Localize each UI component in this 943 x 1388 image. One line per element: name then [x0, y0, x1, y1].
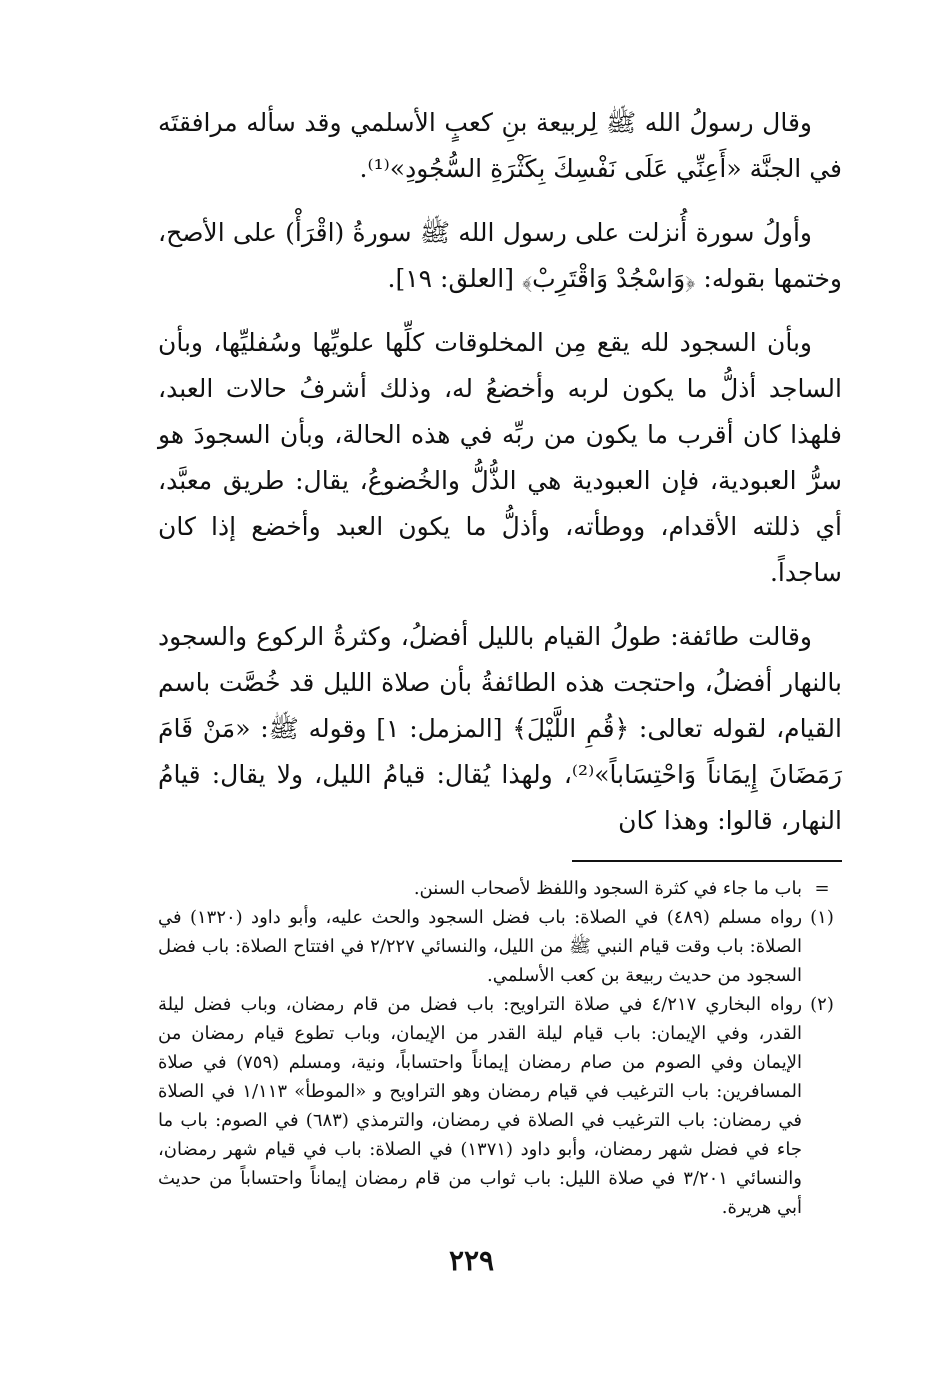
footnote-separator — [572, 860, 842, 862]
footnote-text: رواه مسلم (٤٨٩) في الصلاة: باب فضل السجود والحث عليه، وأبو داود (١٣٢٠) في الصلاة: باب وقت قيام النبي ﷺ من الليل، والنسائي ٢/٢٢٧ في افتتاح الصلاة: باب فضل السجود من حديث ربيعة بن كعب الأسلمي. — [158, 907, 803, 986]
body-paragraph-2: وأولُ سورة أُنزلت على رسول الله ﷺ سورةُ (اقْرَأْ) على الأصح، وختمها بقوله: ﴿وَاسْجُدْ وَاقْتَرِبْ﴾ [العلق: ١٩]. — [158, 218, 842, 293]
body-paragraph-1: وقال رسولُ الله ﷺ لِربيعة بنِ كعبٍ الأسلمي وقد سأله مرافقتَه في الجنَّة «أَعِنِّي عَلَى نَفْسِكَ بِكَثْرَةِ السُّجُودِ»⁽¹⁾. — [158, 108, 842, 183]
footnote-continuation — [158, 874, 842, 903]
footnote-marker: (١) — [810, 907, 834, 928]
footnote-marker: (٢) — [810, 994, 834, 1015]
footnote-marker: = — [814, 878, 830, 899]
page-number: ٢٢٩ — [448, 1244, 495, 1277]
book-page — [158, 100, 842, 1222]
body-paragraph-3: وبأن السجود لله يقع مِن المخلوقات كلِّها علويِّها وسُفليِّها، وبأن الساجد أذلُّ ما يكون لربه وأخضعُ له، وذلك أشرفُ حالات العبد، فلهذا كان أقرب ما يكون من ربِّه في هذه الحالة، وبأن السجودَ هو سرُّ العبودية، فإن العبودية هي الذُّلُّ والخُضوعُ، يقال: طريق معبَّد، أي ذللته الأقدام، ووطأته، وأذلُّ ما يكون العبد وأخضع إذا كان ساجداً. — [158, 328, 842, 587]
body-paragraph-4: وقالت طائفة: طولُ القيام بالليل أفضلُ، وكثرةُ الركوع والسجود بالنهار أفضلُ، واحتجت هذه الطائفةُ بأن صلاة الليل قد خُصَّت باسم القيام، لقوله تعالى: ﴿قُمِ اللَّيْلَ﴾ [المزمل: ١] وقوله ﷺ: «مَنْ قَامَ رَمَضَانَ إِيمَاناً وَاحْتِسَاباً»⁽²⁾، ولهذا يُقال: قيامُ الليل، ولا يقال: قيامُ النهار، قالوا: وهذا كان — [158, 622, 842, 835]
footnote-2 — [158, 990, 842, 1222]
footnote-1 — [158, 903, 842, 990]
footnote-text: رواه البخاري ٤/٢١٧ في صلاة التراويح: باب فضل من قام رمضان، وباب فضل ليلة القدر، وفي الإيمان: باب قيام ليلة القدر من الإيمان، وباب تطوع قيام رمضان من الإيمان وفي الصوم من صام رمضان إيماناً واحتساباً، ونية، ومسلم (٧٥٩) في صلاة المسافرين: باب الترغيب في قيام رمضان وهو التراويح و «الموطأ» ١/١١٣ في الصلاة في رمضان: باب الترغيب في الصلاة في رمضان، والترمذي (٦٨٣) في الصوم: باب ما جاء في فضل شهر رمضان، وأبو داود (١٣٧١) في الصلاة: باب في قيام شهر رمضان، والنسائي ٣/٢٠١ في صلاة الليل: باب ثواب من قام رمضان إيماناً واحتساباً من حديث أبي هريرة. — [158, 994, 803, 1218]
footnote-text: باب ما جاء في كثرة السجود واللفظ لأصحاب السنن. — [413, 878, 802, 899]
